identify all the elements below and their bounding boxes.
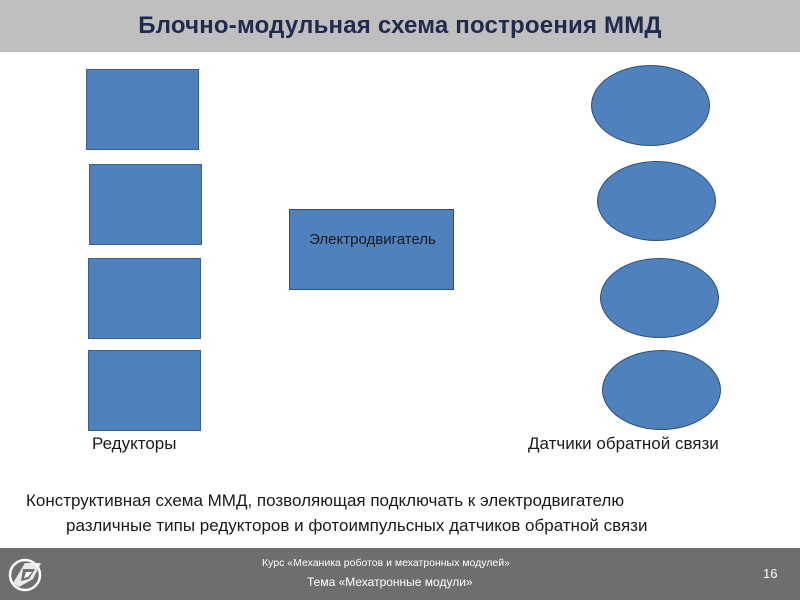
slide-title: Блочно-модульная схема построения ММД <box>138 12 662 39</box>
footer-course-title: Курс «Механика роботов и мехатронных модулей» <box>262 557 510 569</box>
page-number: 16 <box>763 566 778 581</box>
reducers-label: Редукторы <box>92 434 177 453</box>
course-logo-icon <box>5 553 49 595</box>
electric-motor-label: Электродвигатель <box>309 231 436 248</box>
footer-bar <box>0 548 800 600</box>
reducer-block-2 <box>89 164 202 245</box>
sensor-ellipse-2 <box>597 161 716 241</box>
electric-motor-block <box>289 209 454 290</box>
caption-line-1: Конструктивная схема ММД, позволяющая подключать к электродвигателю <box>26 491 625 510</box>
sensor-ellipse-4 <box>602 350 721 430</box>
sensors-label: Датчики обратной связи <box>528 434 719 453</box>
sensor-ellipse-3 <box>600 258 719 338</box>
reducer-block-3 <box>88 258 201 339</box>
title-bar <box>0 0 800 52</box>
footer-topic-title: Тема «Мехатронные модули» <box>307 575 473 589</box>
sensor-ellipse-1 <box>591 65 710 146</box>
caption-line-2: различные типы редукторов и фотоимпульсных датчиков обратной связи <box>66 516 648 535</box>
reducer-block-1 <box>86 69 199 150</box>
reducer-block-4 <box>88 350 201 431</box>
slide-caption <box>26 488 786 538</box>
